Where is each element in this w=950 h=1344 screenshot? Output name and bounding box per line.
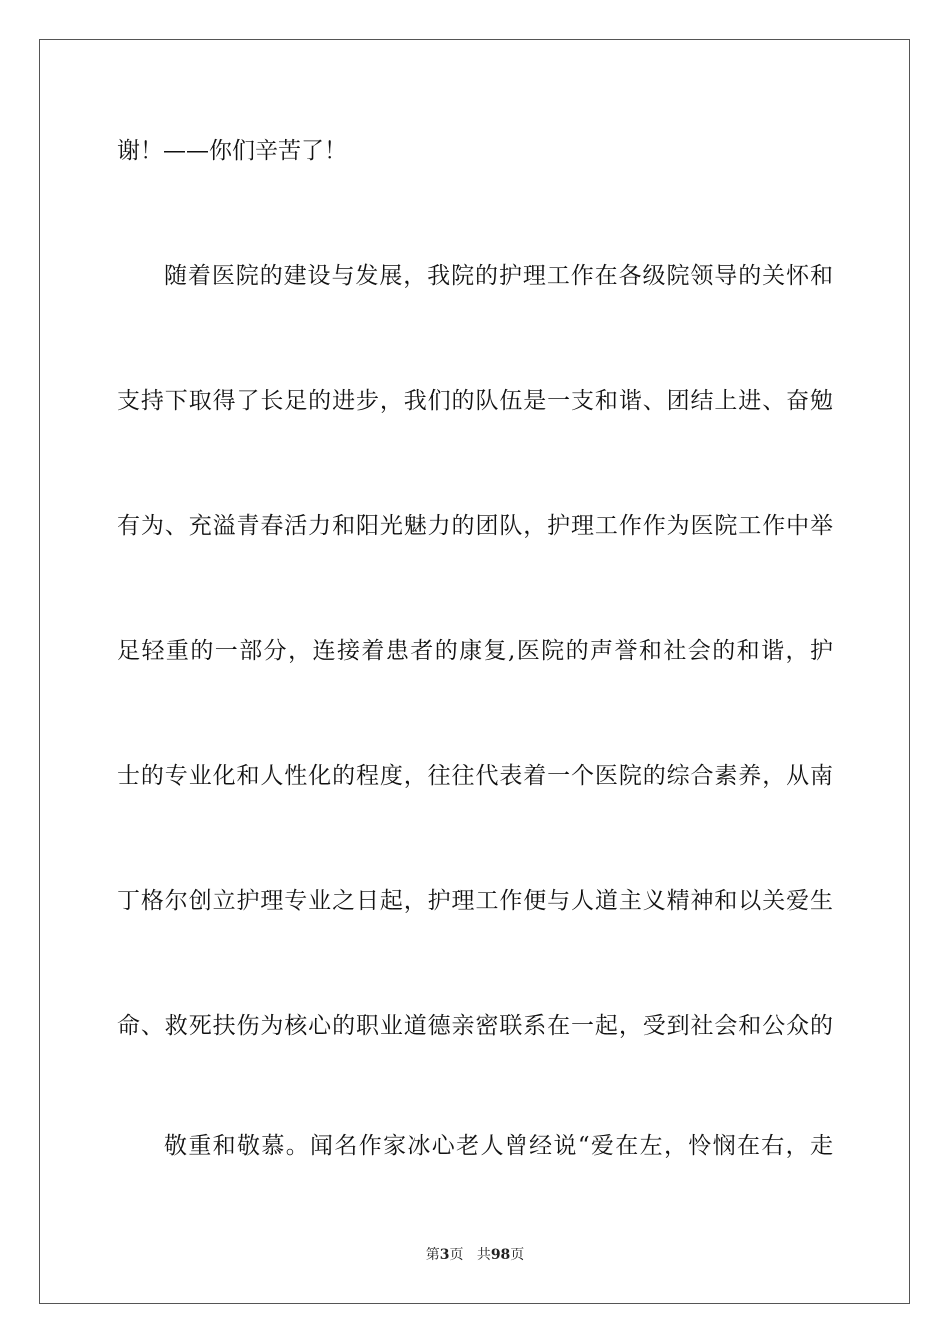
body-text-line-5: 足轻重的一部分，连接着患者的康复,医院的声誉和社会的和谐，护 [117, 638, 833, 664]
page-prefix: 第 [425, 1247, 440, 1263]
body-text-line-8: 命、救死扶伤为核心的职业道德亲密联系在一起，受到社会和公众的 [117, 1013, 833, 1039]
total-prefix: 共 [476, 1247, 491, 1263]
body-text-line-3: 支持下取得了长足的进步，我们的队伍是一支和谐、团结上进、奋勉 [117, 388, 833, 414]
page-frame [39, 39, 910, 1304]
total-suffix: 页 [510, 1247, 525, 1263]
body-text-line-6: 士的专业化和人性化的程度，往往代表着一个医院的综合素养，从南 [117, 763, 833, 789]
page-footer [0, 1246, 950, 1264]
body-text-line-4: 有为、充溢青春活力和阳光魅力的团队，护理工作作为医院工作中举 [117, 513, 833, 539]
body-text-line-7: 丁格尔创立护理专业之日起，护理工作便与人道主义精神和以关爱生 [117, 888, 833, 914]
page-suffix: 页 [449, 1247, 464, 1263]
body-text-line-9: 敬重和敬慕。闻名作家冰心老人曾经说“爱在左，怜悯在右，走 [164, 1133, 833, 1159]
page-number: 3 [439, 1247, 450, 1263]
body-text-line-1: 谢！——你们辛苦了！ [117, 138, 347, 164]
body-text-line-2: 随着医院的建设与发展，我院的护理工作在各级院领导的关怀和 [164, 263, 833, 289]
total-pages: 98 [490, 1247, 511, 1263]
